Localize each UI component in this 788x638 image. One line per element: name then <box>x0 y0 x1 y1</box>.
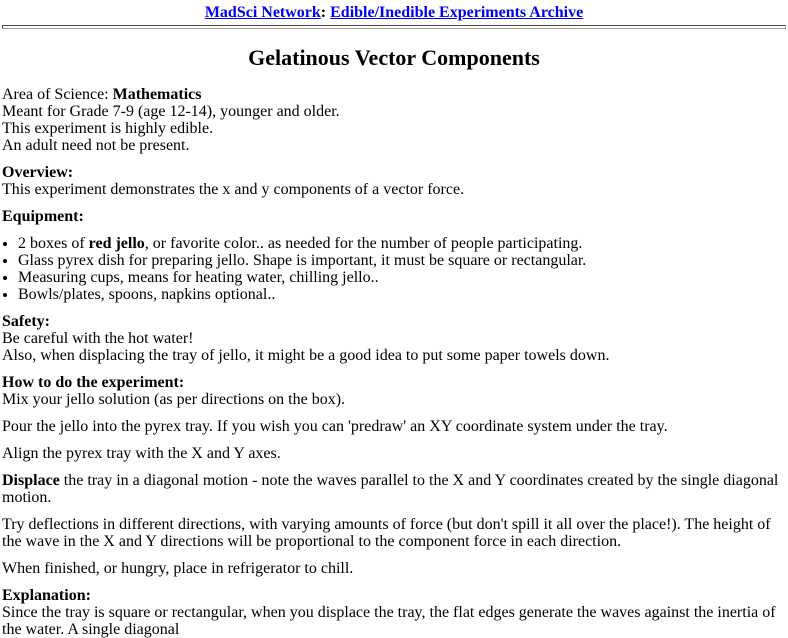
explanation-text: Since the tray is square or rectangular, when you displace the tray, the flat edges generate the waves against the inertia of the water. A single diagonal <box>2 604 776 638</box>
edibility-line: This experiment is highly edible. <box>2 120 214 137</box>
howto-step-mix: Mix your jello solution (as per directions on the box). <box>2 391 346 408</box>
equipment-item-text: , or favorite color.. as needed for the number of people participating. <box>144 235 583 252</box>
experiment-meta <box>2 86 786 154</box>
explanation-heading: Explanation: <box>2 587 91 604</box>
equipment-item <box>18 252 786 269</box>
howto-step-text: Align the pyrex tray with the X and Y axes. <box>2 445 281 462</box>
equipment-item-emphasis: red jello <box>88 235 145 252</box>
howto-step-displace <box>2 472 786 506</box>
howto-step-text: Pour the jello into the pyrex tray. If you wish you can 'predraw' an XY coordinate system under the tray. <box>2 418 668 435</box>
site-header <box>2 4 786 21</box>
experiments-archive-link[interactable]: Edible/Inedible Experiments Archive <box>330 4 584 21</box>
area-of-science-value: Mathematics <box>112 86 202 103</box>
equipment-heading-block <box>2 208 786 225</box>
howto-step-align <box>2 445 786 462</box>
howto-step-pour <box>2 418 786 435</box>
howto-step-text: When finished, or hungry, place in refrigerator to chill. <box>2 560 354 577</box>
overview-section <box>2 164 786 198</box>
equipment-list <box>2 235 786 303</box>
displace-emphasis: Displace <box>2 472 60 489</box>
howto-heading: How to do the experiment: <box>2 374 185 391</box>
header-divider <box>2 25 786 29</box>
article-page <box>2 0 786 638</box>
overview-text: This experiment demonstrates the x and y components of a vector force. <box>2 181 465 198</box>
equipment-item-text: Bowls/plates, spoons, napkins optional.. <box>18 286 276 303</box>
howto-section <box>2 374 786 408</box>
howto-step-text: the tray in a diagonal motion - note the waves parallel to the X and Y coordinates created by the single diagonal motion. <box>2 472 779 506</box>
equipment-item <box>18 235 786 252</box>
madsci-network-link[interactable]: MadSci Network <box>204 4 321 21</box>
howto-step-deflections <box>2 516 786 550</box>
howto-step-finish <box>2 560 786 577</box>
explanation-section <box>2 587 786 638</box>
equipment-item-text: Measuring cups, means for heating water, chilling jello.. <box>18 269 379 286</box>
page-title: Gelatinous Vector Components <box>248 45 540 70</box>
equipment-item <box>18 286 786 303</box>
howto-step-text: Try deflections in different directions, with varying amounts of force (but don't spill it all over the place!). The height of the wave in the X and Y directions will be proportional to the component force in each direction. <box>2 516 771 550</box>
safety-heading: Safety: <box>2 313 50 330</box>
overview-heading: Overview: <box>2 164 74 181</box>
safety-line: Be careful with the hot water! <box>2 330 194 347</box>
header-separator: : <box>320 4 331 21</box>
safety-section <box>2 313 786 364</box>
equipment-item-text: Glass pyrex dish for preparing jello. Shape is important, it must be square or rectangular. <box>18 252 587 269</box>
adult-line: An adult need not be present. <box>2 137 190 154</box>
equipment-item <box>18 269 786 286</box>
area-of-science-label: Area of Science: <box>2 86 113 103</box>
equipment-heading: Equipment: <box>2 208 84 225</box>
grade-line: Meant for Grade 7-9 (age 12-14), younger and older. <box>2 103 340 120</box>
safety-line: Also, when displacing the tray of jello, it might be a good idea to put some paper towels down. <box>2 347 610 364</box>
equipment-item-text: 2 boxes of <box>18 235 89 252</box>
